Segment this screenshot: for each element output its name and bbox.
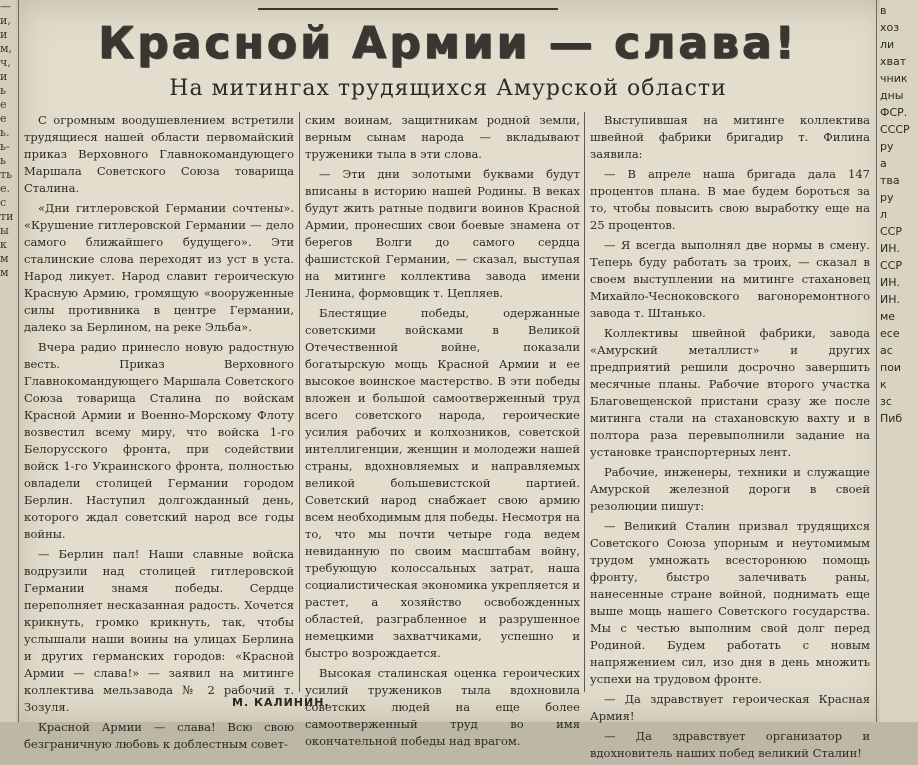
margin-fragment: ы [0,224,9,237]
paragraph: — Да здравствует организатор и вдохновитель наших побед великий Сталин! [590,729,870,760]
margin-fragment: чник [880,72,908,85]
paragraph: Высокая сталинская оценка героических усилий тружеников тыла вдохновила советских людей на еще более самоотверженный труд во имя окончательной победы над врагом. [305,666,580,748]
article-headline: Красной Армии — слава! [98,18,798,69]
paragraph: Блестящие победы, одержанные советскими войсками в Великой Отечественной войне, показали богатырскую мощь Красной Армии и ее высокое воинское мастерство. В эти победы вложен и большой самоотверженный труд всего советского народа, героические усилия рабочих и колхозников, советской интеллигенции, женщин и молодежи нашей страны, вдохновляемых и направляемых великой большевистской партией. Советский народ снабжает свою армию всем необходимым для победы. Несмотря на то, что мы почти четыре года ведем невиданную по своим масштабам войну, требующую колоссальных затрат, наша социалистическая экономика укрепляется и растет, а хозяйство освобожденных областей, разграбленное и разрушенное немецкими захватчиками, успешно и быстро возрождается. [305,306,580,660]
margin-fragment: ФСР. [880,106,908,119]
margin-fragment: СССР [880,123,910,136]
margin-fragment: ч, [0,56,11,69]
margin-fragment: ИН. [880,242,900,255]
top-rule [258,8,558,10]
margin-fragment: ме [880,310,896,323]
margin-fragment: пои [880,361,902,374]
margin-fragment: ь [0,84,6,97]
paragraph: — Берлин пал! Наши славные войска водрузили над столицей гитлеровской Германии знамя победы. Сердце переполняет несказанная радость. Хочется крикнуть, громко крикнуть, так, чтобы услышали наши воины на улицах Берлина и других германских городов: «Красной Армии — слава!» — заявил на митинге коллектива мельзавода № 2 рабочий т. Зозуля. [24,547,294,714]
paragraph: Коллективы швейной фабрики, завода «Амурский металлист» и других предприятий решили досрочно завершить месячные планы. Рабочие второго участка Благовещенской пристани сразу же после митинга стали на стахановскую вахту и в полтора раза перевыполнили задание на установке транспортерных лент. [590,326,870,459]
margin-fragment: ь- [0,140,10,153]
article-column-2 [305,112,580,753]
margin-fragment: а [880,157,887,170]
article-subheadline: На митингах трудящихся Амурской области [169,76,727,101]
paragraph: ским воинам, защитникам родной земли, верным сынам народа — вкладывают труженики тыла в эти слова. [305,113,580,161]
margin-fragment: ССР [880,225,902,238]
margin-fragment: ас [880,344,893,357]
margin-fragment: хоз [880,21,900,34]
margin-fragment: дны [880,89,904,102]
article-column-1 [24,112,294,756]
margin-fragment: м [0,252,9,265]
margin-fragment: тва [880,174,900,187]
column-rule-right [876,0,877,722]
margin-fragment: к [0,238,7,251]
paragraph: Вчера радио принесло новую радостную весть. Приказ Верховного Главнокомандующего Маршала Советского Союза товарища Сталина по войскам Красной Армии и Военно-Морскому Флоту возвестил всему миру, что войска 1-го Белорусского фронта, при содействии войск 1-го Украинского фронта, полностью овладели столицей Германии городом Берлин. Наступил долгожданный день, которого ждал советский народ все годы войны. [24,340,294,541]
margin-fragment: и [0,70,8,83]
margin-fragment: в [880,4,887,17]
paragraph: Рабочие, инженеры, техники и служащие Амурской железной дороги в своей резолюции пишут: [590,465,870,513]
column-divider [584,112,585,692]
margin-fragment: ССР [880,259,902,272]
margin-fragment: ИН. [880,276,900,289]
margin-fragment: и [0,28,8,41]
margin-fragment: ти [0,210,14,223]
paragraph: Красной Армии — слава! Всю свою безграничную любовь к доблестным совет- [24,720,294,751]
margin-fragment: м [0,266,9,279]
margin-fragment: есе [880,327,900,340]
margin-fragment: Пиб [880,412,903,425]
paragraph: «Дни гитлеровской Германии сочтены». «Крушение гитлеровской Германии — дело самого ближайшего будущего». Эти сталинские слова переходят из уст в уста. Народ ликует. Народ славит героическую Красную Армию, громящую «вооруженные силы противника в центре Германии, далеко за Берлином, на реке Эльба». [24,201,294,334]
column-divider [299,112,300,692]
margin-fragment: ь. [0,126,10,139]
paragraph: — В апреле наша бригада дала 147 процентов плана. В мае будем бороться за то, чтобы повысить свою выработку еще на 25 процентов. [590,167,870,232]
margin-fragment: ь [0,154,6,167]
paragraph: — Я всегда выполнял две нормы в смену. Теперь буду работать за троих, — сказал в своем выступлении на митинге стахановец Михайло-Чесноковского вагоноремонтного завода т. Штанько. [590,238,870,320]
right-margin-adjacent-column [880,0,918,722]
margin-fragment: ли [880,38,895,51]
margin-fragment: е. [0,182,11,195]
margin-fragment: с [0,196,7,209]
margin-fragment: ру [880,191,894,204]
paragraph: С огромным воодушевлением встретили трудящиеся нашей области первомайский приказ Верховного Главнокомандующего Маршала Советского Союза товарища Сталина. [24,113,294,195]
margin-fragment: и, [0,14,11,27]
paragraph: — Да здравствует героическая Красная Армия! [590,692,870,723]
author-signature: М. КАЛИНИН. [232,696,330,709]
paragraph: Выступившая на митинге коллектива швейной фабрики бригадир т. Филина заявила: [590,113,870,161]
margin-fragment: е [0,98,7,111]
column-rule-left [18,0,19,722]
margin-fragment: хват [880,55,907,68]
margin-fragment: ру [880,140,894,153]
margin-fragment: л [880,208,888,221]
paragraph: — Эти дни золотыми буквами будут вписаны в историю нашей Родины. В веках будут жить ратные подвиги воинов Красной Армии, пронесших свои боевые знамена от берегов Волги до самого сердца фашистской Германии, — сказал, выступая на митинге коллектива завода имени Ленина, формовщик т. Цепляев. [305,167,580,300]
article-column-3 [590,112,870,765]
left-margin-adjacent-column [0,0,16,722]
margin-fragment: е [0,112,7,125]
margin-fragment: зс [880,395,892,408]
margin-fragment: к [880,378,887,391]
margin-fragment: м, [0,42,13,55]
margin-fragment: ИН. [880,293,900,306]
margin-fragment: ть [0,168,13,181]
margin-fragment: — [0,0,11,13]
paragraph: — Великий Сталин призвал трудящихся Советского Союза упорным и неутомимым трудом умножать всесторонюю помощь фронту, быстро залечивать раны, нанесенные стране войной, поднимать еще выше мощь нашего Советского государства. Мы с честью выполним свой долг перед Родиной. Будем работать с новым напряжением сил, изо дня в день множить успехи на трудовом фронте. [590,519,870,686]
